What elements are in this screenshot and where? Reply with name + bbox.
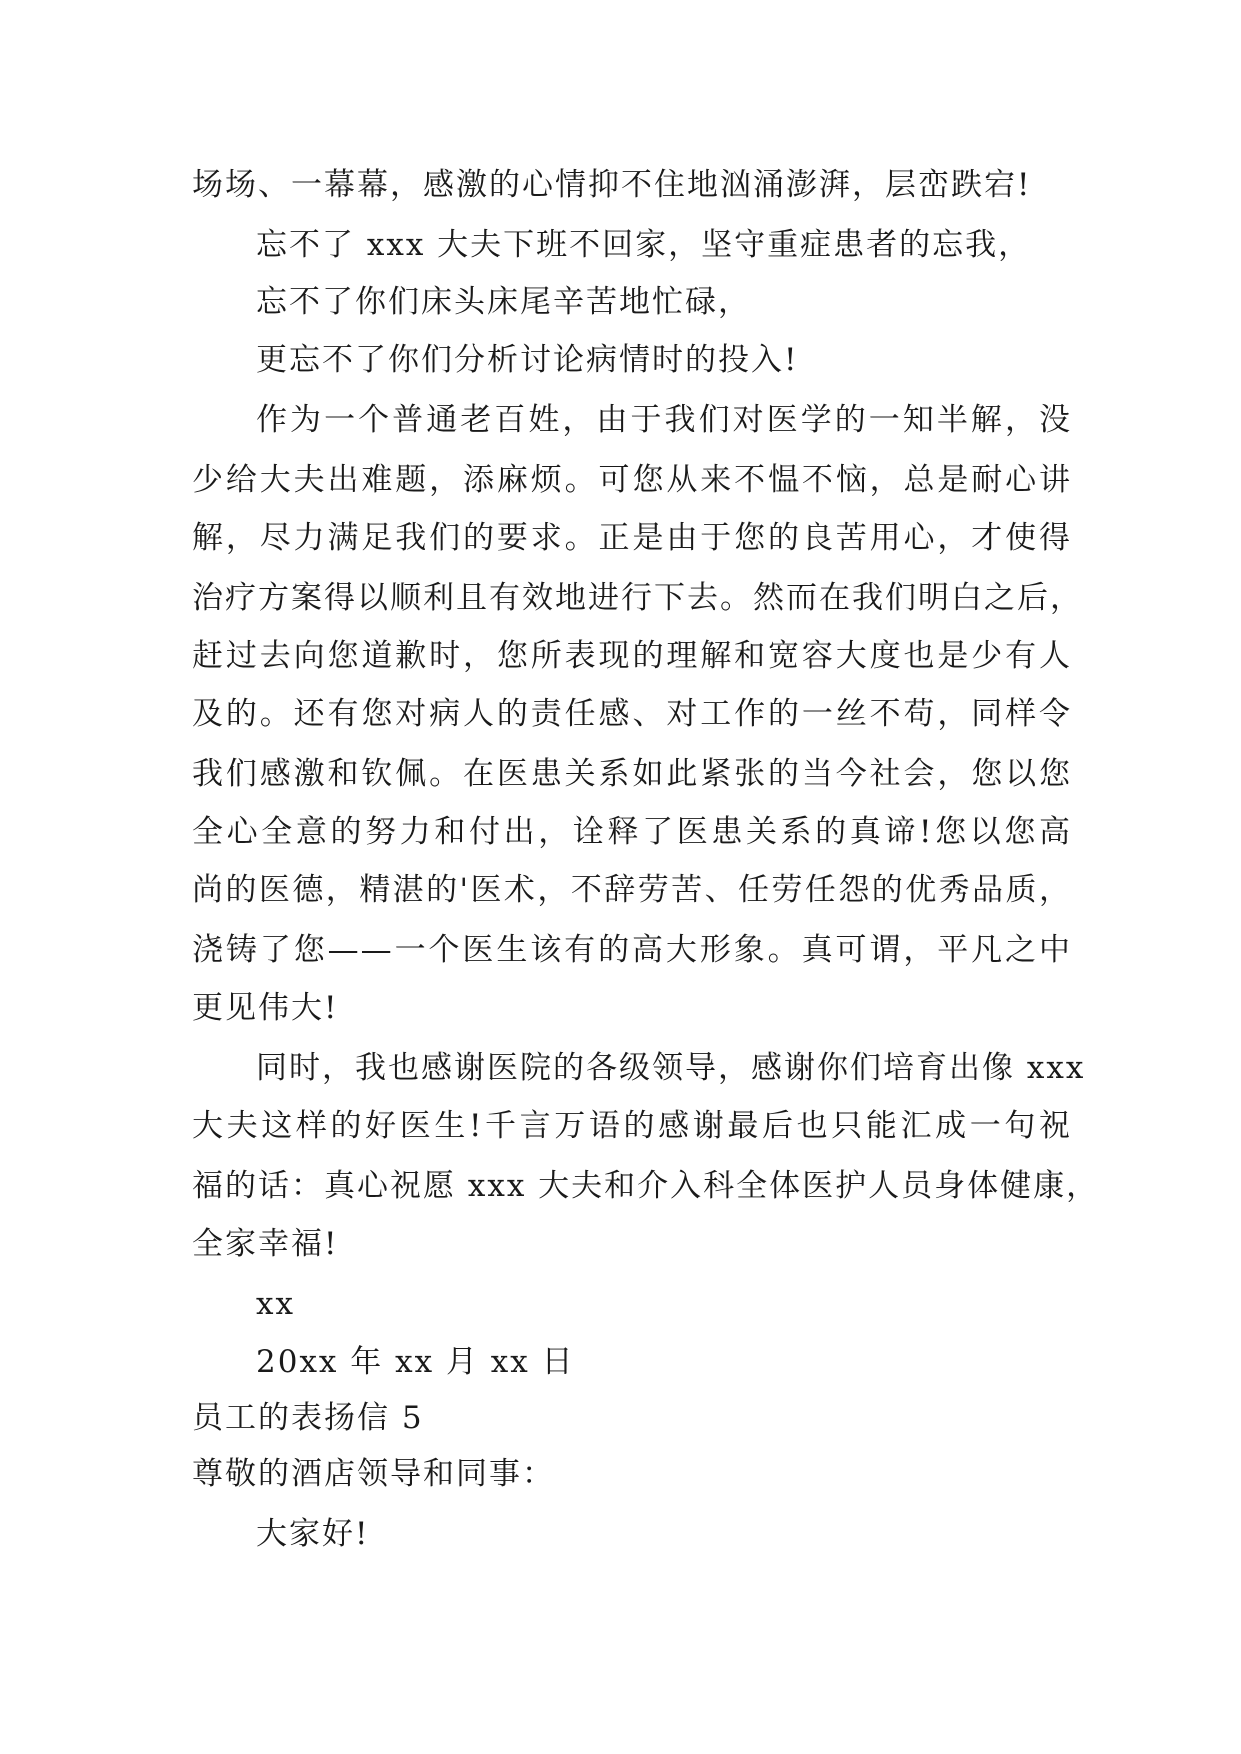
paragraph-line: 浇铸了您——一个医生该有的高大形象。真可谓，平凡之中	[192, 932, 1072, 968]
paragraph-line: 全家幸福!	[192, 1226, 339, 1262]
paragraph-line: 场场、一幕幕，感激的心情抑不住地汹涌澎湃，层峦跌宕!	[192, 167, 1032, 203]
section-title: 员工的表扬信 5	[192, 1400, 424, 1436]
paragraph-line: 全心全意的努力和付出，诠释了医患关系的真谛!您以您高	[192, 814, 1072, 850]
salutation: 尊敬的酒店领导和同事：	[192, 1456, 555, 1492]
paragraph-line: 赶过去向您道歉时，您所表现的理解和宽容大度也是少有人	[192, 638, 1072, 674]
paragraph-line: 忘不了 xxx 大夫下班不回家，坚守重症患者的忘我，	[256, 227, 1032, 263]
signature-date: 20xx 年 xx 月 xx 日	[256, 1344, 575, 1380]
paragraph-line: 少给大夫出难题，添麻烦。可您从来不愠不恼，总是耐心讲	[192, 462, 1072, 498]
paragraph-line: 我们感激和钦佩。在医患关系如此紧张的当今社会，您以您	[192, 756, 1072, 792]
paragraph-line: 尚的医德，精湛的'医术，不辞劳苦、任劳任怨的优秀品质，	[192, 872, 1072, 908]
paragraph-line: 治疗方案得以顺利且有效地进行下去。然而在我们明白之后，	[192, 580, 1083, 616]
paragraph-line: 解，尽力满足我们的要求。正是由于您的良苦用心，才使得	[192, 520, 1072, 556]
paragraph-line: 同时，我也感谢医院的各级领导，感谢你们培育出像 xxx	[256, 1050, 1086, 1086]
paragraph-line: 及的。还有您对病人的责任感、对工作的一丝不苟，同样令	[192, 696, 1072, 732]
paragraph-line: 大夫这样的好医生!千言万语的感谢最后也只能汇成一句祝	[192, 1108, 1072, 1144]
greeting: 大家好!	[256, 1516, 370, 1552]
signature-name: xx	[256, 1286, 295, 1322]
paragraph-line: 作为一个普通老百姓，由于我们对医学的一知半解，没	[256, 402, 1072, 438]
paragraph-line: 福的话：真心祝愿 xxx 大夫和介入科全体医护人员身体健康，	[192, 1168, 1100, 1204]
paragraph-line: 更见伟大!	[192, 990, 339, 1026]
paragraph-line: 更忘不了你们分析讨论病情时的投入!	[256, 342, 799, 378]
paragraph-line: 忘不了你们床头床尾辛苦地忙碌，	[256, 284, 751, 320]
